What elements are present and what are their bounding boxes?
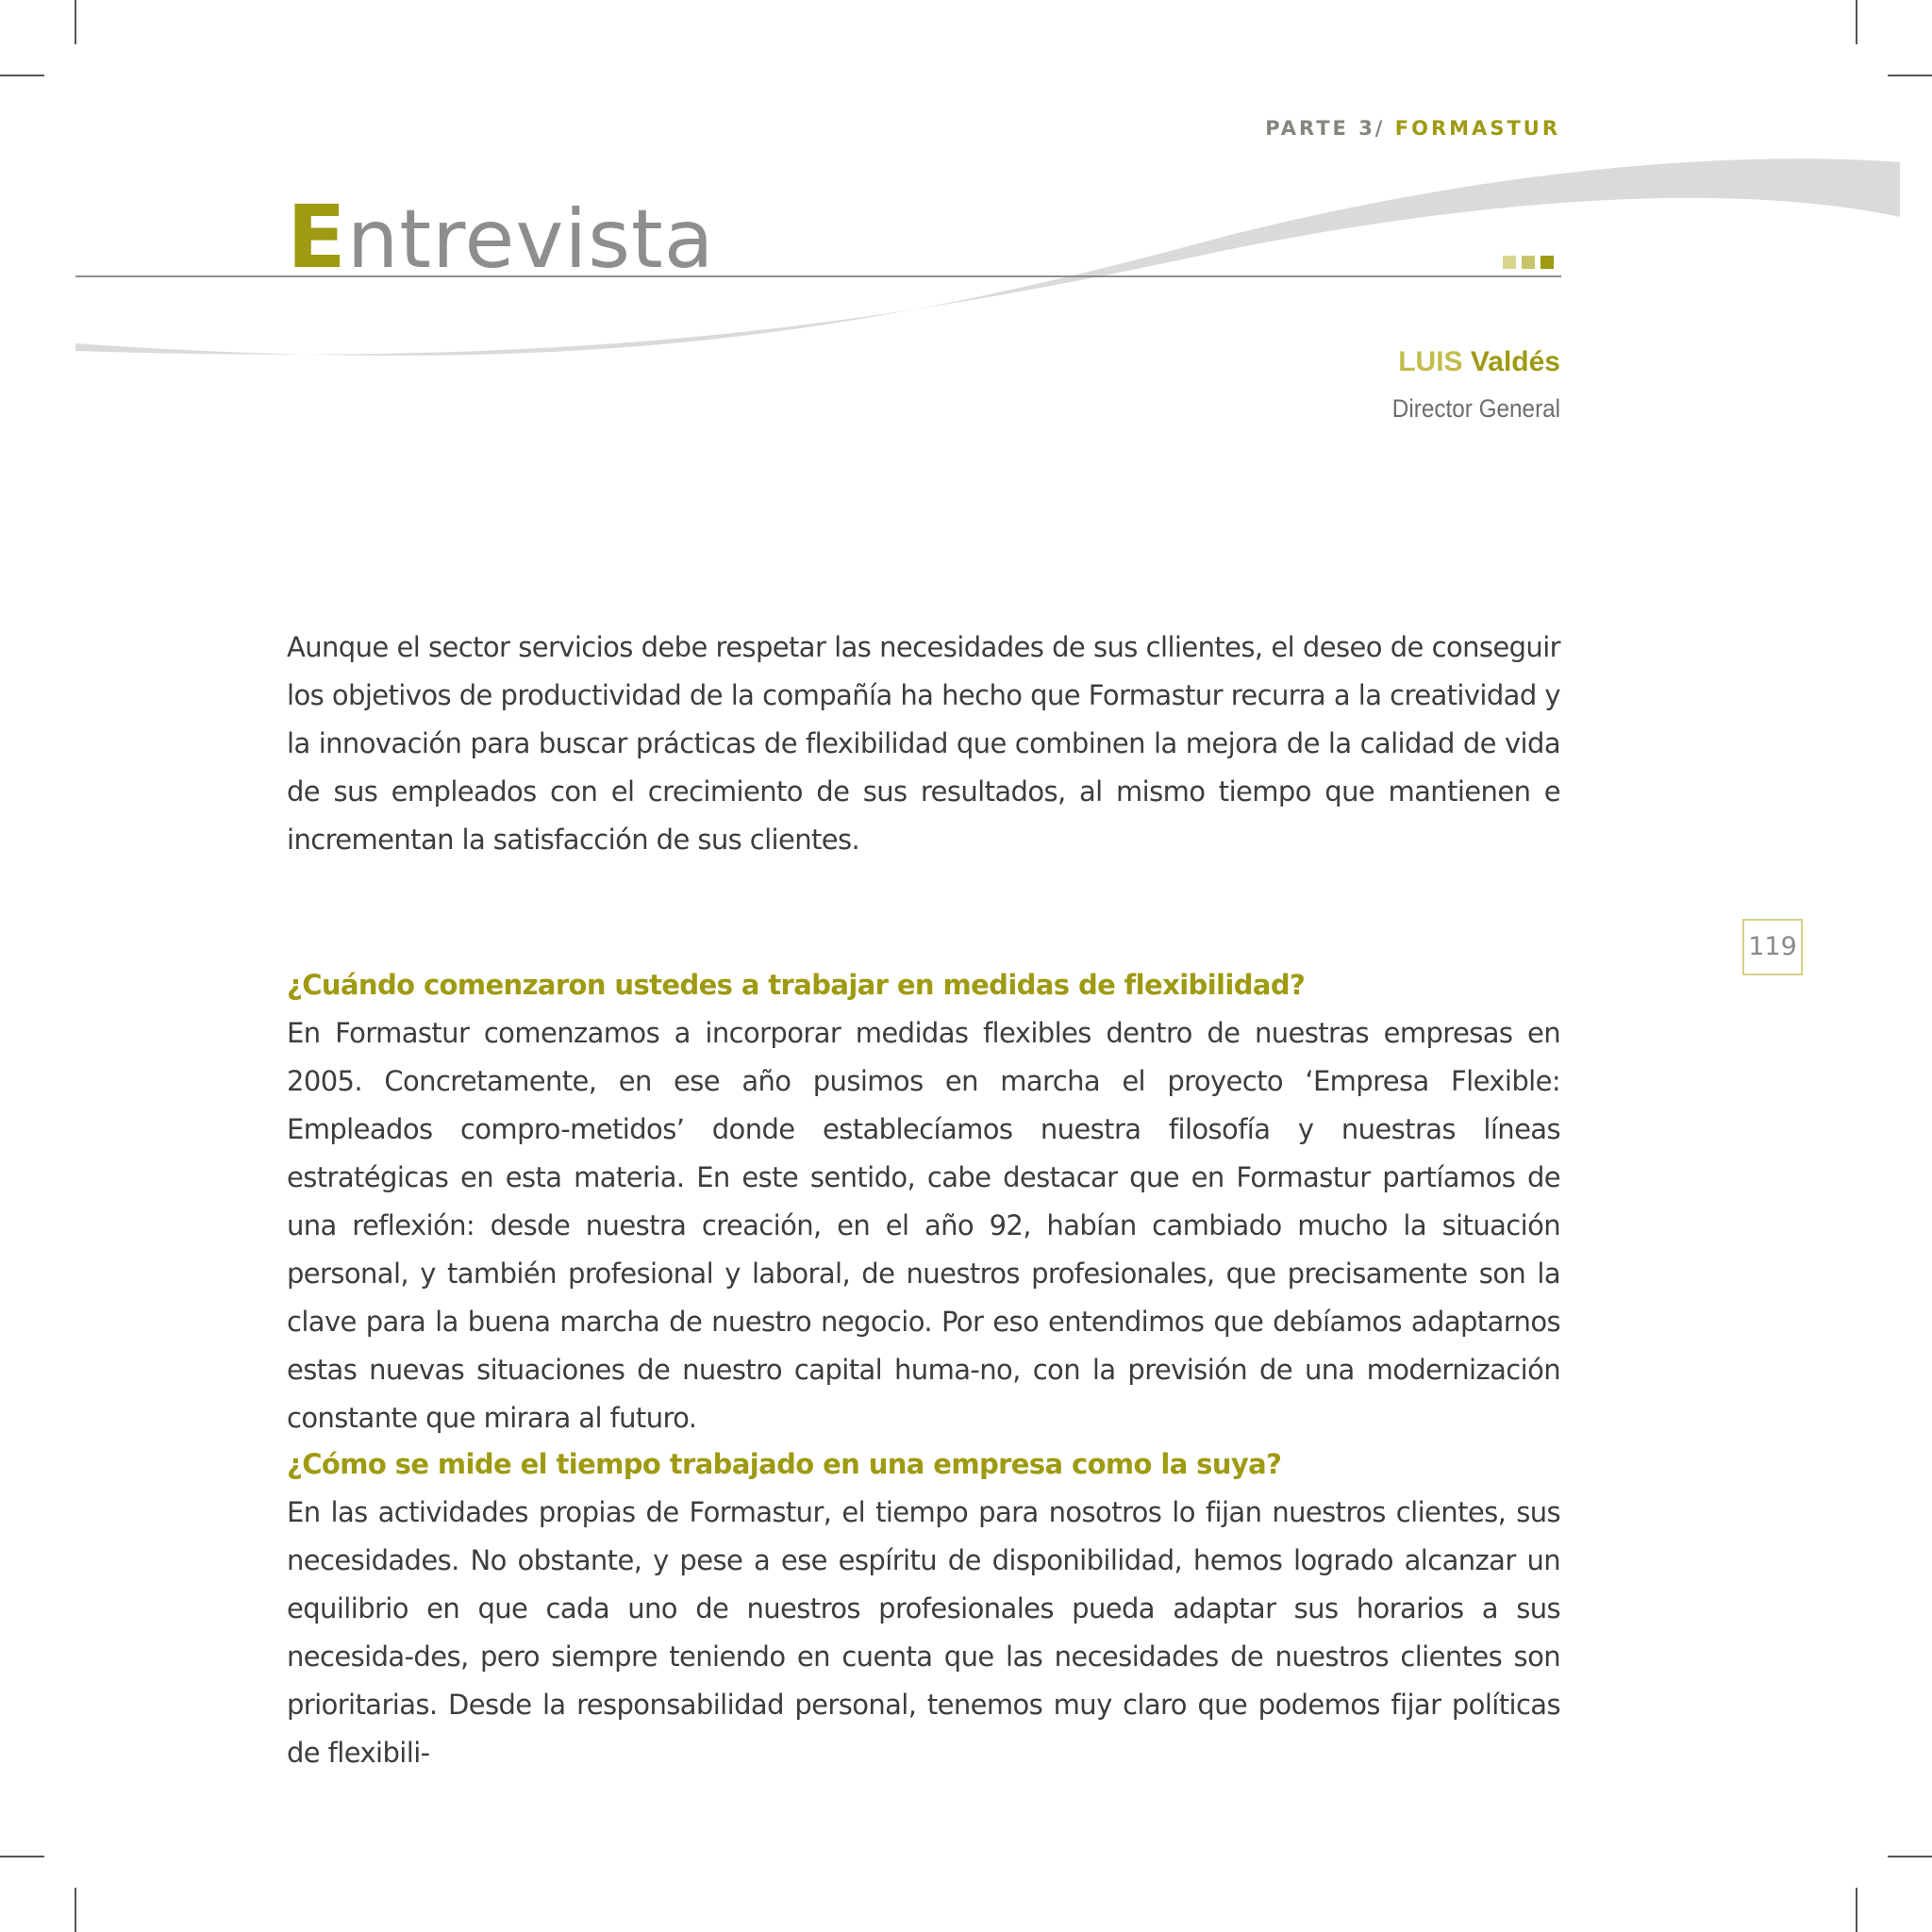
- title-rest: ntrevista: [346, 192, 715, 287]
- page-title: [287, 187, 715, 288]
- crop-mark-right-bottom: [1888, 1856, 1932, 1857]
- intro-paragraph: Aunque el sector servicios debe respetar las necesidades de sus cllientes, el deseo de conseguir los objetivos de productividad de la compañía ha hecho que Formastur recurra a la creatividad y la innovación para buscar prácticas de flexibilidad que combinen la mejora de la calidad de vida de sus empleados con el crecimiento de sus resultados, al mismo tiempo que mantienen e incrementan la satisfacción de sus clientes.: [287, 631, 1560, 856]
- answer-1: En Formastur comenzamos a incorporar medidas flexibles dentro de nuestras empresas en 2005. Concretamente, en ese año pusimos en marcha el proyecto ‘Empresa Flexible: Empleados compro-metidos’ donde establecíamos nuestra filosofía y nuestras líneas estratégicas en esta materia. En este sentido, cabe destacar que en Formastur partíamos de una reflexión: desde nuestra creación, en el año 92, habían cambiado mucho la situación personal, y también profesional y laboral, de nuestros profesionales, que precisamente son la clave para la buena marcha de nuestro negocio. Por eso entendimos que debíamos adaptarnos estas nuevas situaciones de nuestro capital huma-no, con la previsión de una modernización constante que mirara al futuro.: [287, 1017, 1560, 1434]
- square-icon: [1522, 256, 1535, 269]
- answer-2: En las actividades propias de Formastur, el tiempo para nosotros lo fijan nuestros clientes, sus necesidades. No obstante, y pese a ese espíritu de disponibilidad, hemos logrado alcanzar un equilibrio en que cada uno de nuestros profesionales pueda adaptar sus horarios a sus necesida-des, pero siempre teniendo en cuenta que las necesidades de nuestros clientes son prioritarias. Desde la responsabilidad personal, tenemos muy claro que podemos fijar políticas de flexibili-: [287, 1496, 1560, 1769]
- section-header: [1265, 117, 1560, 140]
- author-name: [1374, 345, 1560, 379]
- crop-mark-bottom-right: [1856, 1888, 1857, 1932]
- question-1: ¿Cuándo comenzaron ustedes a trabajar en medidas de flexibilidad?: [287, 969, 1306, 1001]
- question-2: ¿Cómo se mide el tiempo trabajado en una empresa como la suya?: [287, 1448, 1282, 1480]
- section-name: FORMASTUR: [1394, 117, 1560, 140]
- section-part: PARTE 3/: [1265, 117, 1386, 140]
- author-first-name: LUIS: [1398, 346, 1463, 377]
- crop-mark-left-bottom: [0, 1856, 44, 1857]
- title-initial: E: [287, 187, 347, 288]
- author-last-name: Valdés: [1470, 346, 1560, 377]
- page-number: 119: [1742, 919, 1803, 975]
- author-role: Director General: [1391, 394, 1560, 423]
- crop-mark-bottom-left: [75, 1888, 76, 1932]
- decorative-squares: [1503, 256, 1554, 269]
- square-icon: [1503, 256, 1516, 269]
- square-icon: [1541, 256, 1554, 269]
- author-block: [1374, 345, 1560, 424]
